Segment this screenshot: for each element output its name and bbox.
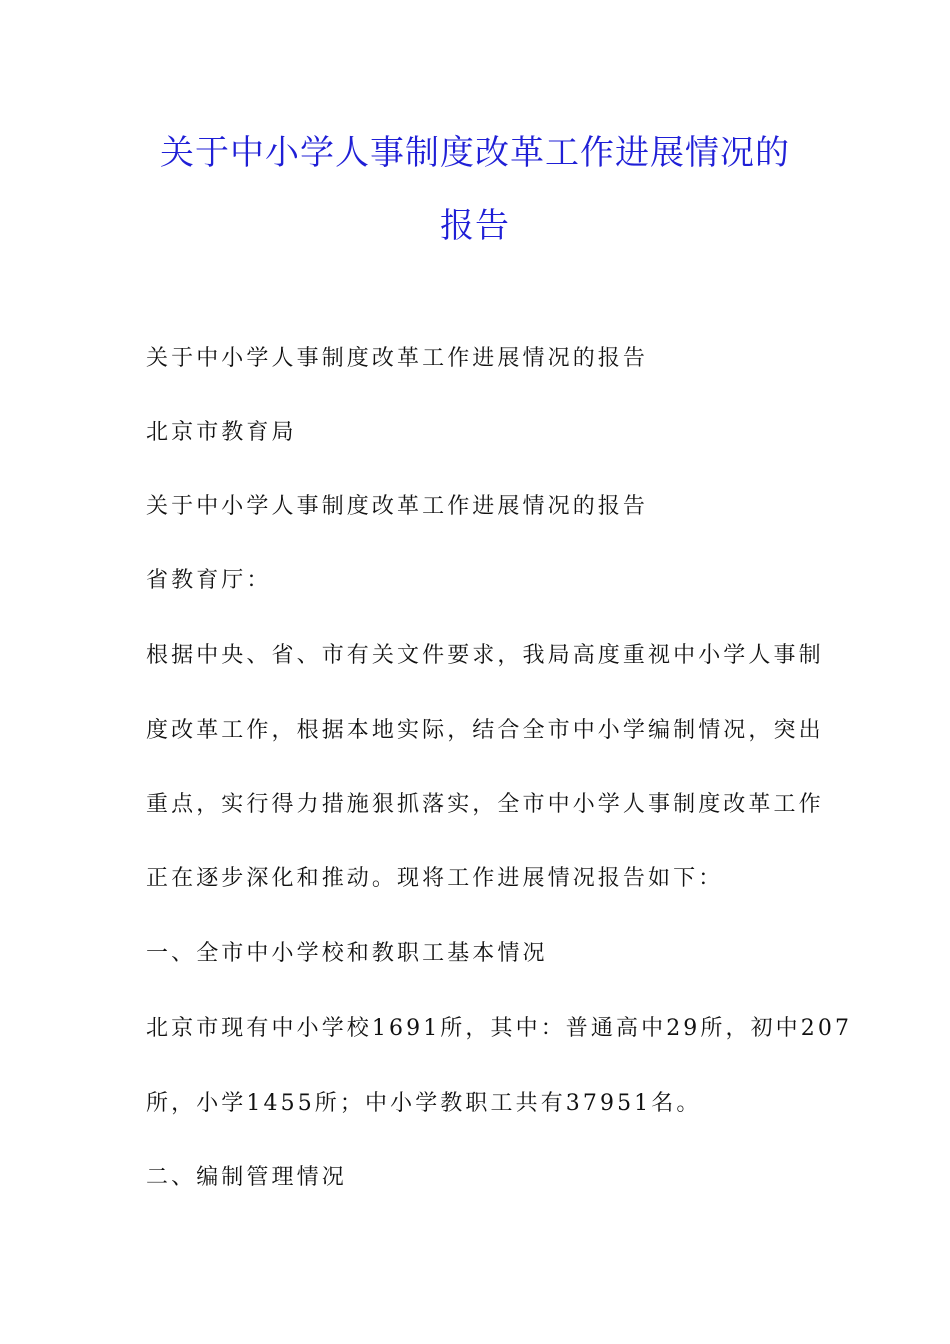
document-title-line-2: 报告	[440, 206, 510, 246]
report-heading: 关于中小学人事制度改革工作进展情况的报告	[146, 346, 649, 371]
body-paragraph-line: 正在逐步深化和推动。现将工作进展情况报告如下：	[146, 866, 724, 891]
report-subject: 关于中小学人事制度改革工作进展情况的报告	[146, 494, 649, 519]
body-paragraph-line: 所，小学1455所；中小学教职工共有37951名。	[146, 1091, 702, 1116]
issuer-name: 北京市教育局	[146, 420, 297, 445]
body-paragraph-line: 重点，实行得力措施狠抓落实，全市中小学人事制度改革工作	[146, 792, 824, 817]
body-paragraph-line: 根据中央、省、市有关文件要求，我局高度重视中小学人事制	[146, 643, 824, 668]
document-title-line-1: 关于中小学人事制度改革工作进展情况的	[160, 133, 790, 173]
recipient-salutation: 省教育厅：	[146, 568, 272, 593]
section-heading-1: 一、全市中小学校和教职工基本情况	[146, 941, 548, 966]
body-paragraph-line: 北京市现有中小学校1691所，其中：普通高中29所，初中207	[146, 1016, 853, 1041]
section-heading-2: 二、编制管理情况	[146, 1165, 347, 1190]
body-paragraph-line: 度改革工作，根据本地实际，结合全市中小学编制情况，突出	[146, 718, 824, 743]
